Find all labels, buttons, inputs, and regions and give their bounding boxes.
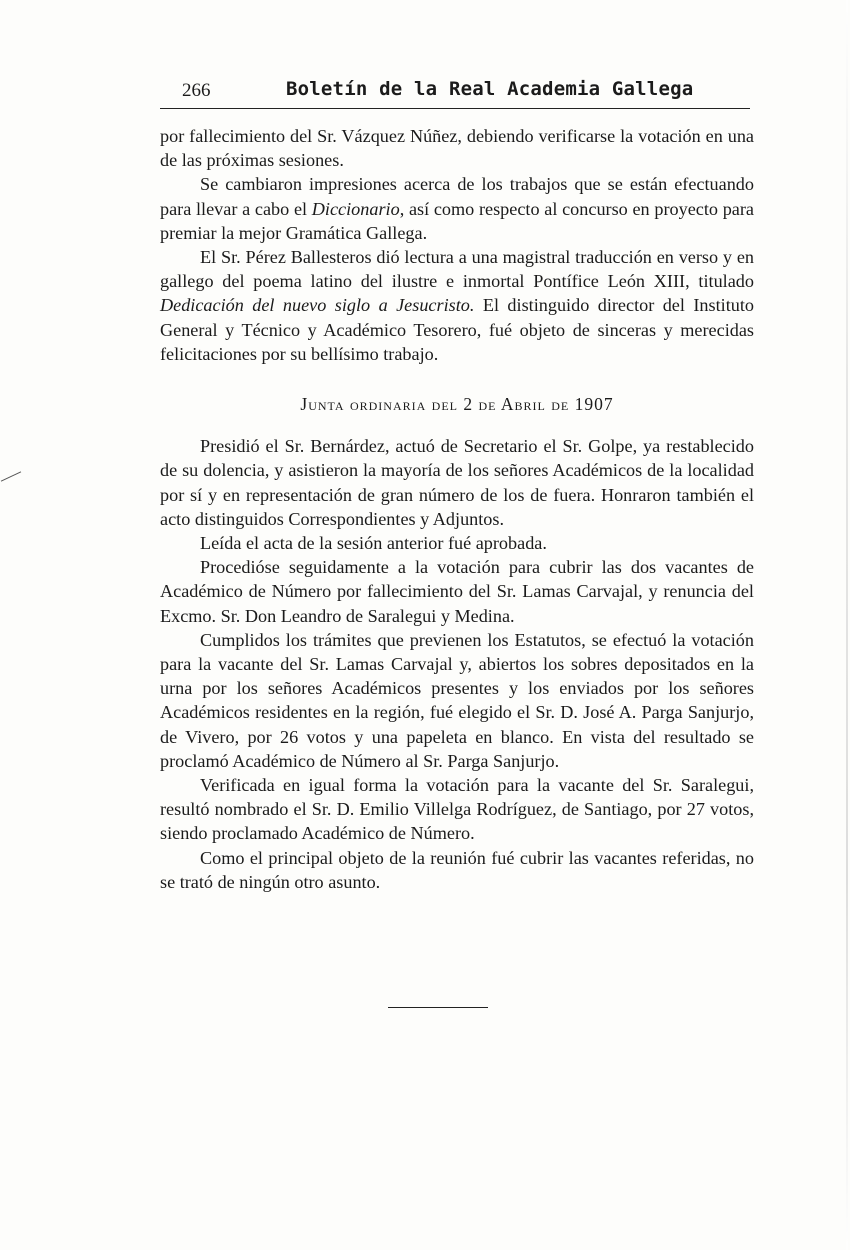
paragraph-2-text-a: Se cambiaron impresiones acerca de los trabajos que se están efectuando para llevar a cabo el <box>160 174 754 219</box>
italic-title-diccionario: Diccionario <box>311 198 400 219</box>
paragraph-5: Leída el acta de la sesión anterior fué aprobada. <box>200 533 547 554</box>
paragraph-7: Cumplidos los trámites que previenen los Estatutos, se efectuó la votación para la vacante del Sr. Lamas Carvajal y, abiertos los sobres depositados en la urna por los señores Académicos presentes y los enviados por los señores Académicos residentes en la región, fué elegido el Sr. D. José A. Parga Sanjurjo, de Vivero, por 26 votos y una papeleta en blanco. En vista del resultado se proclamó Académico de Número al Sr. Parga Sanjurjo. <box>160 629 754 771</box>
paragraph-4: Presidió el Sr. Bernárdez, actuó de Secretario el Sr. Golpe, ya restablecido de su dolencia, y asistieron la mayoría de los señores Académicos de la localidad por sí y en representación de gran número de los de fuera. Honraron también el acto distinguidos Correspondientes y Adjuntos. <box>160 436 754 529</box>
page-number: 266 <box>182 80 211 101</box>
paragraph-3 <box>160 245 754 366</box>
paragraph-8: Verificada en igual forma la votación para la vacante del Sr. Saralegui, resultó nombrado el Sr. D. Emilio Villelga Rodríguez, de Santiago, por 27 votos, siendo proclamado Académico de Número. <box>160 775 754 844</box>
paragraph-6: Procedióse seguidamente a la votación para cubrir las dos vacantes de Académico de Número por fallecimiento del Sr. Lamas Carvajal, y renuncia del Excmo. Sr. Don Leandro de Saralegui y Medina. <box>160 557 754 626</box>
body-text <box>160 124 754 894</box>
paragraph-2-text-b: , así como respecto al concurso en proyecto para premiar la mejor Gramática Gallega. <box>160 198 754 243</box>
paragraph-3-text-b: El distinguido director del Instituto General y Técnico y Académico Tesorero, fué objeto de sinceras y merecidas felicitaciones por su bellísimo trabajo. <box>160 295 754 364</box>
paragraph-3-text-a: El Sr. Pérez Ballesteros dió lectura a una magistral traducción en verso y en gallego del poema latino del ilustre e inmortal Pontífice León XIII, titulado <box>160 247 754 292</box>
paragraph-9: Como el principal objeto de la reunión fué cubrir las vacantes referidas, no se trató de ningún otro asunto. <box>160 847 754 892</box>
italic-title-dedicacion: Dedicación del nuevo siglo a Jesucristo. <box>160 295 475 316</box>
scan-mark <box>1 471 21 481</box>
paragraph-1: por fallecimiento del Sr. Vázquez Núñez, debiendo verificarse la votación en una de las próximas sesiones. <box>160 126 754 171</box>
section-heading: Junta ordinaria del 2 de Abril de 1907 <box>300 394 614 415</box>
page-header <box>160 76 750 109</box>
page-edge-shadow <box>846 0 848 1250</box>
running-title: Boletín de la Real Academia Gallega <box>286 78 694 100</box>
end-rule <box>388 1007 488 1008</box>
paragraph-2 <box>160 172 754 245</box>
